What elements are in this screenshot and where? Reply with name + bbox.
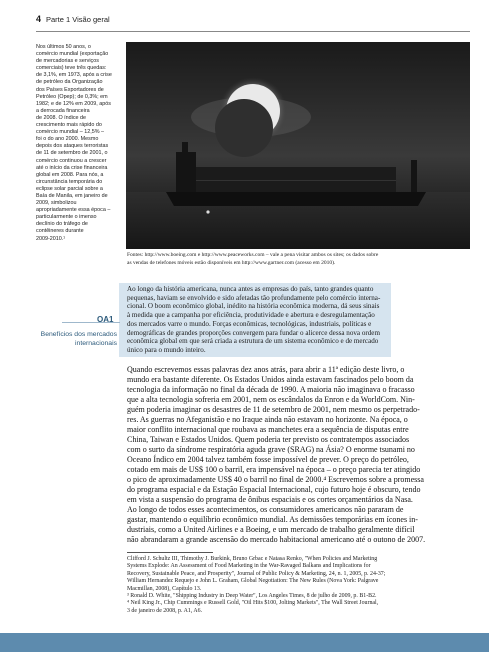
eclipse-ship-photo [126, 42, 470, 249]
caption-line: contêineres durante [36, 228, 84, 235]
body-line: dustriais, como a United Airlines e a Boeing, e um mercado de trabalho geralmente difícil [127, 525, 415, 534]
highlight-line: demográficas de grandes proporções convergem para fundar o alicerce dessa nova ordem [127, 328, 380, 337]
container-stack [188, 167, 396, 192]
caption-line: global em 2008. Para nós, a [36, 171, 104, 178]
caption-line: de 2008. O índice de [36, 114, 87, 121]
photo-source-note [127, 252, 472, 267]
caption-line: comércio mundial – 12,5% – [36, 129, 105, 136]
caption-line: comércio mundial (exportação [36, 51, 109, 58]
body-line: não abrandaram a grande ascensão do mercado habitacional americano até o outono de 2007. [127, 535, 426, 544]
highlight-line: Ao longo da história americana, nunca antes as empresas do país, tanto grandes quanto [127, 285, 374, 293]
body-line: que a alta tecnologia sofreria em 2001, nem os escândalos da Enron e da WorldCom. Nin- [127, 395, 415, 404]
highlight-line: dos mercados varre o mundo. Forças econômicas, tecnológicas, industriais, políticas e [127, 319, 372, 328]
caption-line: Nos últimos 50 anos, o [36, 44, 91, 50]
body-line: Quando escrevemos essas palavras dez anos atrás, para abrir a 11ª edição deste livro, o [127, 365, 405, 374]
caption-line: de 3,1%, em 1973, após a crise [36, 72, 112, 79]
body-line: Oceano Índico em 2004 talvez também fosse impossível de prever. O preço do petróleo, [127, 455, 409, 464]
caption-line: depois dos ataques terroristas [36, 143, 109, 150]
objective-description-line: Benefícios dos mercados [40, 331, 117, 338]
caption-line: Petróleo (Opep); de 0,3%; em [36, 93, 108, 100]
highlight-line: pequenas, haviam se envolvido e sido afetadas tão profundamente pelo comércio interna- [127, 293, 381, 302]
caption-line: de petróleo da Organização [36, 79, 103, 86]
footnote-line: 3 de janeiro de 2008, p. A1, A6. [127, 607, 203, 614]
sidebar-caption [36, 44, 121, 243]
footnote-line: Systems Explode: An Assessment of Food Marketing in the War-Ravaged Balkans and Implications for [127, 563, 371, 570]
caption-line: até o início da crise financeira [36, 164, 108, 171]
footer-band [0, 633, 489, 652]
body-line: mundo era bastante diferente. Os Estados Unidos ainda estavam fascinados pelo boom da [127, 375, 414, 384]
body-line: tecnologia da informação no final da década de 1990. A maioria não imaginava o fracasso [127, 385, 415, 394]
caption-line: comerciais) teve três quedas: [36, 65, 107, 72]
learning-objective-description [37, 330, 117, 348]
highlight-line: à medida que a campanha por eficiência, produtividade e abertura e desregulamentação [127, 311, 375, 320]
source-line: Fontes: http://www.boeing.com e http://www.peaceworks.com – vale a pena visitar ambos os sites; os dados sobre [127, 252, 379, 258]
body-line: guém poderia imaginar os desastres de 11 de setembro de 2001, nem mesmo os perpetrado- [127, 405, 420, 414]
caption-line: declínio do tráfego de [36, 221, 88, 228]
caption-line: apropriadamente essa época – [36, 207, 111, 214]
caption-line: comércio continuou a crescer [36, 157, 107, 164]
caption-line: foi o do ano 2000. Mesmo [36, 136, 99, 143]
caption-line: particularmente o imenso [36, 214, 97, 221]
page-number: 4 [36, 14, 42, 24]
body-line: maior conflito internacional que roubava as manchetes era a sequência de disputas entre [127, 425, 409, 434]
body-line: com o surto da síndrome respiratória aguda grave (SRAG) na Ásia? O enorme tsunami no [127, 445, 415, 454]
footnote-rule [127, 552, 213, 553]
footnotes [127, 556, 472, 615]
body-text [127, 365, 472, 545]
objective-description-line: internacionais [75, 340, 117, 347]
caption-line: eclipse solar parcial sobre a [36, 185, 103, 192]
ship-mast [411, 160, 417, 192]
footnote-line: Macmillan, 2008), Capítulo 13. [127, 585, 202, 592]
highlight-line: único para o mundo inteiro. [127, 345, 206, 354]
caption-line: a derrocada financeira [36, 107, 90, 114]
caption-line: crescimento mais rápido do [36, 122, 102, 129]
learning-objective-tag: OA1 [97, 315, 114, 324]
body-line: China, Taiwan e Estados Unidos. Quem poderia ter previsto os contratempos associados [127, 435, 410, 444]
footnote-line: Recovery, Sustainable Peace, and Prosperity", Journal of Public Policy & Marketing, 24, n. 1, 2005, p. 24-37; [127, 570, 386, 577]
caption-line: 2009, simbolizou [36, 200, 77, 207]
footnote-line: ⁴ Neil King Jr., Chip Cummings e Russell Gold, "Oil Hits $100, Jolting Markets", The Wall Street Journal, [127, 600, 379, 607]
body-line: cotado em mais de US$ 100 o barril, era impensável na época – o preço parecia ter atingido [127, 465, 421, 474]
caption-line: Baía de Manila, em janeiro de [36, 192, 108, 199]
footnote-line: William Hernandez Requejo e John L. Graham, Global Negotiation: The New Rules (Nova York: Palgrave [127, 578, 379, 585]
caption-line: dos Países Exportadores de [36, 86, 104, 93]
running-header [0, 10, 489, 32]
caption-line: 2009-2010.¹ [36, 235, 66, 242]
body-line: gastar, mantendo o equilíbrio econômico mundial. As demissões temporárias em ícones in- [127, 515, 418, 524]
header-rule [36, 31, 470, 32]
highlight-line: cional. O boom econômico global, inédito na história econômica moderna, dá seus sinais [127, 302, 380, 311]
ship-bridge [176, 152, 196, 192]
highlight-box-text [127, 285, 385, 355]
caption-line: circunstância temporária do [36, 178, 103, 185]
running-title: Parte 1 Visão geral [46, 15, 110, 24]
caption-line: 1982; e de 12% em 2009, após [36, 100, 111, 107]
source-line: as vendas de telefones móveis estão disponíveis em http://www.gartner.com (acesso em 2010). [127, 259, 336, 266]
harbor-light [206, 210, 209, 213]
footnote-line: ³ Ronald D. White, "Shipping Industry in Deep Water", Los Angeles Times, 8 de julho de 2009, p. B1-B2. [127, 593, 377, 600]
moon-shadow [215, 99, 273, 157]
ship-hull [166, 192, 426, 206]
body-line: res. As guerras no Afeganistão e no Iraque ainda não estavam no horizonte. Na época, o [127, 415, 408, 424]
body-line: o pico de aproximadamente US$ 40 o barril no final de 2000.⁴ Escrevemos sobre a promessa [127, 475, 424, 484]
caption-line: de 11 de setembro de 2001, o [36, 150, 108, 157]
body-line: em vista a suspensão do programa de ônibus espaciais e os cortes orçamentários da Nasa. [127, 495, 413, 504]
photo-illustration [126, 42, 470, 249]
body-line: do programa espacial e da Estação Espacial Internacional, cujo futuro hoje é obscuro, tendo [127, 485, 421, 494]
body-line: Ao longo de todos esses acontecimentos, os consumidores americanos não pararam de [127, 505, 404, 514]
caption-line: de mercadorias e serviços [36, 58, 99, 65]
highlight-line: econômica global em que será criada a estrutura de um sistema econômico e de mercado [127, 337, 379, 346]
footnote-line: Clifford J. Schultz III, Thimothy J. Burkink, Bruno Grbac e Natasa Renko, "When Policies and Marketing [127, 556, 378, 562]
